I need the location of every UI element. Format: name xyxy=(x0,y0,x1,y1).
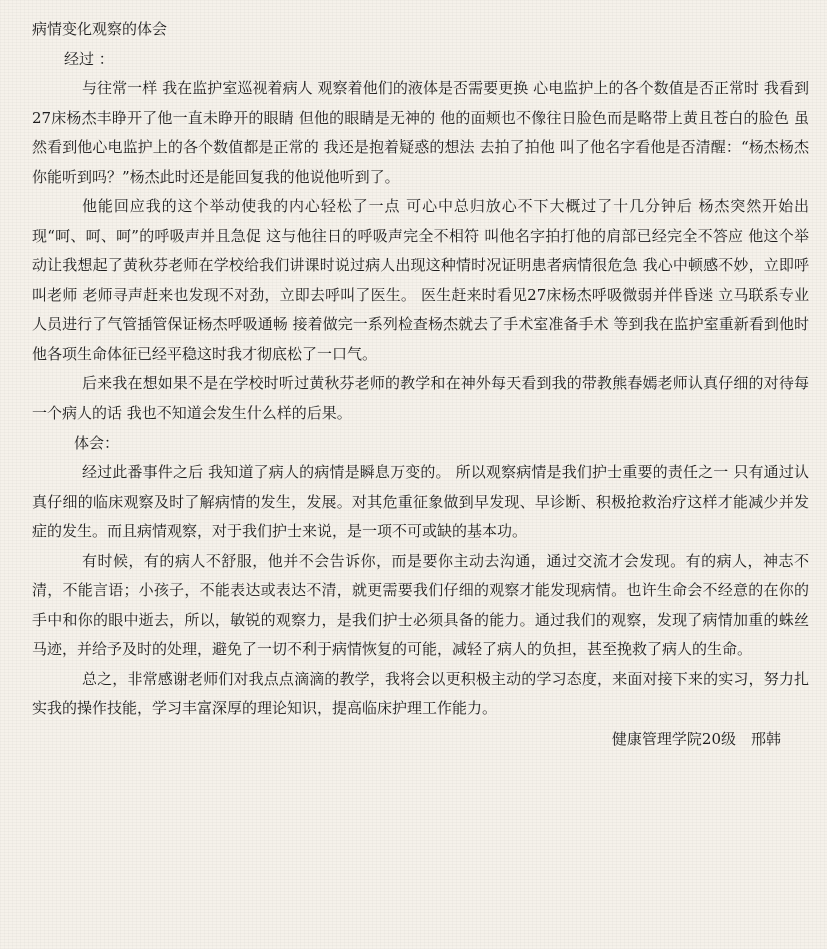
experience-section-label: 经过 ： xyxy=(64,50,114,68)
reflection-paragraph-2: 有时候，有的病人不舒服，他并不会告诉你，而是要你主动去沟通，通过交流才会发现。有的病人，神志不清，不能言语；小孩子，不能表达或表达不清，就更需要我们仔细的观察才能发现病情。也许生命会不经意的在你的手中和你的眼中逝去，所以，敏锐的观察力，是我们护士必须具备的能力。通过我们的观察，发现了病情加重的蛛丝马迹，并给予及时的处理，避免了一切不利于病情恢复的可能，减轻了病人的负担，甚至挽救了病人的生命。 xyxy=(32,551,809,658)
author-signature: 健康管理学院20级 邢韩 xyxy=(611,729,781,748)
experience-paragraph-3: 后来我在想如果不是在学校时听过黄秋芬老师的教学和在神外每天看到我的带教熊春嫣老师认真仔细的对待每一个病人的话 我也不知道会发生什么样的后果。 xyxy=(32,374,809,422)
reflection-paragraph-3: 总之，非常感谢老师们对我点点滴滴的教学，我将会以更积极主动的学习态度，来面对接下来的实习，努力扎实我的操作技能，学习丰富深厚的理论知识，提高临床护理工作能力。 xyxy=(32,669,809,717)
reflection-section-label: 体会： xyxy=(74,434,120,452)
experience-paragraph-2: 他能回应我的这个举动使我的内心轻松了一点 可心中总归放心不下大概过了十几分钟后 杨杰突然开始出现“呵、呵、呵”的呼吸声并且急促 这与他往日的呼吸声完全不相符 叫他名字拍打他的肩部已经完全不答应 他这个举动让我想起了黄秋芬老师在学校给我们讲课时说过病人出现这种情时况证明患者病情很危急 我心中顿感不妙，立即呼叫老师 老师寻声赶来也发现不对劲，立即去呼叫了医生。 医生赶来时看见27床杨杰呼吸微弱并伴昏迷 立马联系专业人员进行了气管插管保证杨杰呼吸通畅 接着做完一系列检查杨杰就去了手术室准备手术 等到我在监护室重新看到他时 他各项生命体征已经平稳这时我才彻底松了一口气。 xyxy=(32,197,809,363)
experience-paragraph-1: 与往常一样 我在监护室巡视着病人 观察着他们的液体是否需要更换 心电监护上的各个数值是否正常时 我看到27床杨杰丰睁开了他一直未睁开的眼睛 但他的眼睛是无神的 他的面颊也不像往日脸色而是略带上黄且苍白的脸色 虽然看到他心电监护上的各个数值都是正常的 我还是抱着疑惑的想法 去拍了拍他 叫了他名字看他是否清醒：“杨杰杨杰你能听到吗？”杨杰此时还是能回复我的他说他听到了。 xyxy=(32,79,809,186)
document-title: 病情变化观察的体会 xyxy=(32,20,168,38)
reflection-paragraph-1: 经过此番事件之后 我知道了病人的病情是瞬息万变的。 所以观察病情是我们护士重要的责任之一 只有通过认真仔细的临床观察及时了解病情的发生，发展。对其危重征象做到早发现、早诊断、积极抢救治疗这样才能减少并发症的发生。而且病情观察，对于我们护士来说，是一项不可或缺的基本功。 xyxy=(32,463,809,540)
